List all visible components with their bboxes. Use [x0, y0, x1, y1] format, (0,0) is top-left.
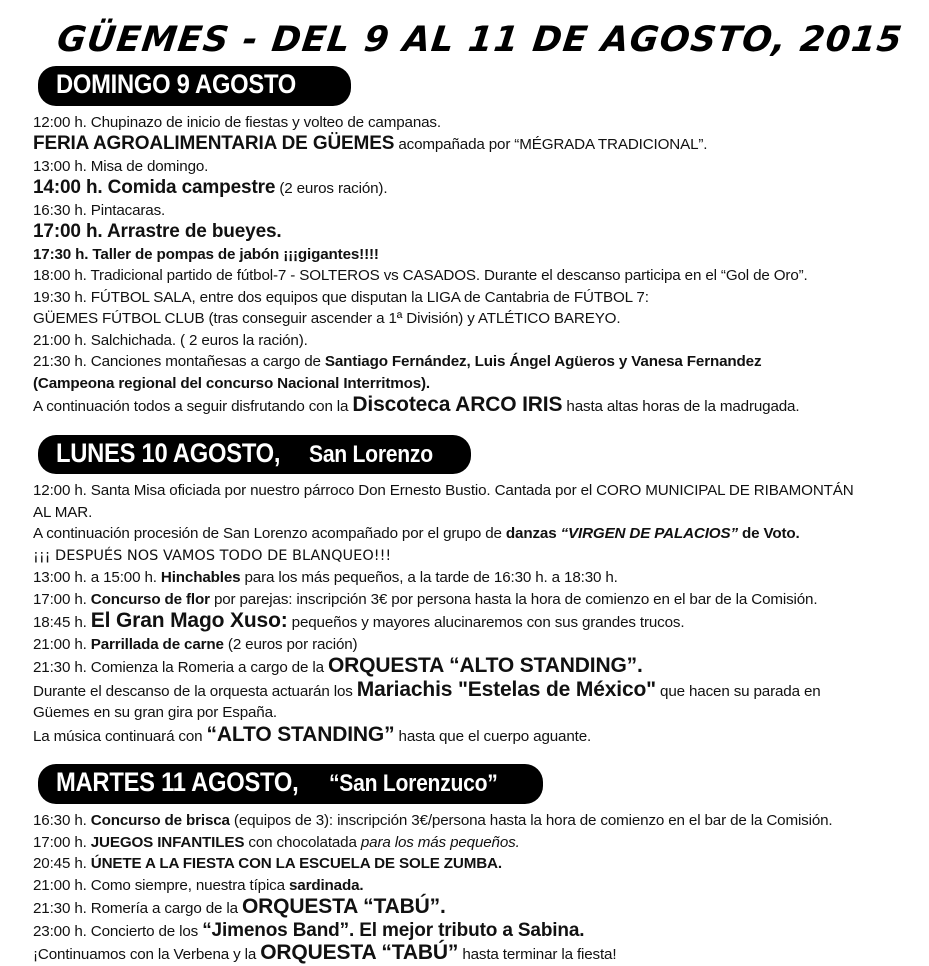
- line-text: que hacen su parada en: [655, 682, 821, 700]
- line-text: ORQUESTA “TABÚ”: [260, 941, 459, 965]
- line-text: GÜEMES FÚTBOL CLUB (tras conseguir ascender a 1ª División) y ATLÉTICO BAREYO.: [33, 310, 621, 328]
- line-text: 17:00 h.: [33, 590, 91, 608]
- line-text: pequeños y mayores alucinaremos con sus grandes trucos.: [287, 614, 685, 632]
- line-text: 17:00 h. Arrastre de bueyes.: [33, 221, 282, 243]
- line-text: Discoteca ARCO IRIS: [352, 393, 563, 417]
- line-text: danzas: [505, 525, 561, 543]
- line-text: (equipos de 3): inscripción 3€/persona hasta la hora de comienzo en el bar de la Comisión.: [229, 812, 833, 830]
- line-text: 19:30 h. FÚTBOL SALA, entre dos equipos que disputan la LIGA de Cantabria de FÚTBOL 7:: [33, 288, 649, 306]
- line-text: 21:00 h. Salchichada. ( 2 euros la ración).: [33, 331, 308, 349]
- line-text: 18:45 h.: [33, 614, 91, 632]
- day-header-domingo: [0, 66, 929, 106]
- line-text: 16:30 h. Pintacaras.: [33, 201, 166, 219]
- line-text: 12:00 h. Chupinazo de inicio de fiestas y volteo de campanas.: [33, 113, 441, 131]
- line-text: hasta altas horas de la madrugada.: [562, 398, 800, 416]
- day-header-martes: [0, 764, 929, 804]
- line-text: 17:00 h.: [33, 833, 91, 851]
- line-text: Concurso de brisca: [90, 812, 230, 830]
- day-badge-domingo: [38, 66, 351, 106]
- line-text: ORQUESTA “ALTO STANDING”.: [327, 654, 643, 678]
- program-line: [33, 373, 915, 395]
- line-text: 14:00 h. Comida campestre: [33, 177, 276, 199]
- program-line: [33, 853, 915, 875]
- line-text: 13:00 h. a 15:00 h.: [33, 569, 161, 587]
- line-text: para los más pequeños, a la tarde de 16:30 h. a 18:30 h.: [240, 569, 618, 587]
- line-text: 18:00 h. Tradicional partido de fútbol-7 - SOLTEROS vs CASADOS. Durante el descanso participa en el “Gol de Oro”.: [33, 267, 808, 285]
- day-badge-sub-martes: “San Lorenzuco”: [329, 770, 499, 798]
- program-line: [33, 610, 915, 634]
- line-text: ÚNETE A LA FIESTA CON LA ESCUELA DE SOLE ZUMBA.: [90, 855, 502, 873]
- line-text: Parrillada de carne: [90, 635, 224, 653]
- line-text: acompañada por “MÉGRADA TRADICIONAL”.: [394, 136, 708, 154]
- line-text: El Gran Mago Xuso:: [90, 609, 288, 633]
- program-line: [33, 287, 915, 309]
- line-text: JUEGOS INFANTILES: [90, 833, 245, 851]
- line-text: para los más pequeños.: [360, 833, 520, 851]
- line-text: (2 euros ración).: [275, 180, 388, 198]
- program-line: [33, 589, 915, 611]
- line-text: 16:30 h.: [33, 812, 91, 830]
- program-line: [33, 502, 915, 524]
- line-text: Concurso de flor: [90, 590, 210, 608]
- day-badge-lunes: [38, 435, 471, 475]
- program-line: [33, 832, 915, 854]
- line-text: “Jimenos Band”. El mejor tributo a Sabina.: [202, 919, 585, 941]
- program-line: [33, 308, 915, 330]
- program-line: [33, 523, 915, 545]
- program-line: [33, 810, 915, 832]
- program-line: [33, 545, 915, 568]
- program-line: [33, 702, 915, 724]
- line-text: Durante el descanso de la orquesta actuarán los: [33, 682, 357, 700]
- program-lines-domingo: [0, 112, 929, 418]
- day-header-lunes: [0, 435, 929, 475]
- line-text: 21:30 h. Romería a cargo de la: [33, 900, 242, 918]
- line-text: 21:00 h. Como siempre, nuestra típica: [33, 876, 289, 894]
- program-line: [33, 156, 915, 178]
- line-text: 20:45 h.: [33, 855, 91, 873]
- line-text: A continuación procesión de San Lorenzo acompañado por el grupo de: [33, 525, 506, 543]
- line-text: 21:00 h.: [33, 635, 91, 653]
- program-line: [33, 221, 915, 244]
- program-line: [33, 112, 915, 134]
- program-line: [33, 634, 915, 656]
- program-line: [33, 942, 915, 966]
- program-sections: [0, 66, 929, 966]
- line-text: hasta terminar la fiesta!: [458, 946, 617, 964]
- program-line: [33, 920, 915, 943]
- line-text: hasta que el cuerpo aguante.: [394, 727, 592, 745]
- program-lines-lunes: [0, 480, 929, 747]
- program-line: [33, 480, 915, 502]
- day-badge-main-lunes: LUNES 10 AGOSTO,: [56, 437, 281, 468]
- program-line: [33, 567, 915, 589]
- line-text: (2 euros por ración): [223, 635, 358, 653]
- line-text: Hinchables: [160, 569, 241, 587]
- line-text: “VIRGEN DE PALACIOS”: [560, 525, 738, 543]
- line-text: La música continuará con: [33, 727, 207, 745]
- program-line: [33, 655, 915, 679]
- program-line: [33, 244, 915, 266]
- page-title: GÜEMES - DEL 9 AL 11 DE AGOSTO, 2015: [54, 20, 905, 60]
- line-text: Güemes en su gran gira por España.: [33, 704, 277, 722]
- program-lines-martes: [0, 810, 929, 966]
- line-text: (Campeona regional del concurso Nacional Interritmos).: [33, 374, 430, 392]
- line-text: ¡¡¡ DESPUÉS NOS VAMOS TODO DE BLANQUEO!!!: [33, 547, 392, 564]
- line-text: ORQUESTA “TABÚ”.: [241, 895, 446, 919]
- line-text: 13:00 h. Misa de domingo.: [33, 157, 209, 175]
- program-line: [33, 265, 915, 287]
- program-line: [33, 679, 915, 703]
- line-text: con chocolatada: [244, 833, 361, 851]
- line-text: “ALTO STANDING”: [206, 722, 395, 746]
- day-badge-martes: [38, 764, 543, 804]
- line-text: A continuación todos a seguir disfrutando con la: [33, 398, 353, 416]
- line-text: Mariachis "Estelas de México": [356, 677, 656, 701]
- line-text: AL MAR.: [33, 503, 93, 521]
- program-line: [33, 875, 915, 897]
- day-badge-sub-lunes: San Lorenzo: [308, 440, 433, 468]
- line-text: 23:00 h. Concierto de los: [33, 922, 203, 940]
- line-text: sardinada.: [289, 876, 364, 894]
- program-line: [33, 330, 915, 352]
- line-text: Santiago Fernández, Luis Ángel Agüeros y Vanesa Fernandez: [324, 353, 762, 371]
- line-text: por parejas: inscripción 3€ por persona hasta la hora de comienzo en el bar de la Comisión.: [209, 590, 818, 608]
- line-text: 21:30 h. Comienza la Romeria a cargo de la: [33, 659, 328, 677]
- line-text: ¡Continuamos con la Verbena y la: [33, 946, 261, 964]
- program-line: [33, 724, 915, 748]
- day-badge-main-domingo: DOMINGO 9 AGOSTO: [56, 68, 297, 99]
- line-text: 17:30 h. Taller de pompas de jabón ¡¡¡gigantes!!!!: [33, 245, 379, 263]
- line-text: FERIA AGROALIMENTARIA DE GÜEMES: [33, 133, 395, 155]
- line-text: 21:30 h. Canciones montañesas a cargo de: [33, 353, 325, 371]
- program-line: [33, 177, 915, 200]
- day-badge-main-martes: MARTES 11 AGOSTO,: [56, 767, 299, 798]
- program-line: [33, 351, 915, 373]
- program-line: [33, 896, 915, 920]
- program-line: [33, 133, 915, 156]
- line-text: 12:00 h. Santa Misa oficiada por nuestro párroco Don Ernesto Bustio. Cantada por el CORO MUNICIPAL DE RIBAMONTÁN: [33, 482, 854, 500]
- program-line: [33, 200, 915, 222]
- line-text: de Voto.: [737, 525, 800, 543]
- program-line: [33, 394, 915, 418]
